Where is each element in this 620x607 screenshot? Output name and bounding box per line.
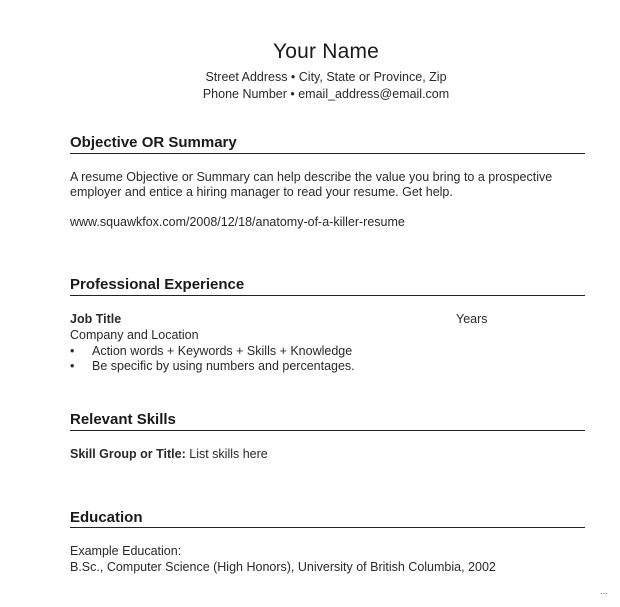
bullet-text: Be specific by using numbers and percentages. [92, 359, 355, 373]
education-line-1: Example Education: [70, 544, 182, 558]
section-divider-objective [70, 153, 585, 154]
skill-group-text: List skills here [185, 447, 268, 461]
section-divider-experience [70, 295, 585, 296]
job-title: Job Title [70, 312, 122, 326]
job-years: Years [456, 312, 488, 326]
section-title-experience: Professional Experience [70, 276, 245, 293]
bullet-icon: • [70, 359, 75, 373]
skill-group-label: Skill Group or Title: [70, 447, 186, 461]
list-item [70, 359, 355, 373]
section-title-objective: Objective OR Summary [70, 134, 237, 151]
company-location: Company and Location [70, 328, 199, 342]
objective-text-line-2: employer and entice a hiring manager to read your resume. Get help. [70, 185, 453, 199]
resource-link[interactable]: www.squawkfox.com/2008/12/18/anatomy-of-a-killer-resume [70, 215, 405, 229]
section-divider-skills [70, 430, 585, 431]
section-title-skills: Relevant Skills [70, 411, 176, 428]
address-line: Street Address • City, State or Province, Zip [205, 70, 447, 84]
list-item [70, 344, 352, 358]
objective-text-line-1: A resume Objective or Summary can help describe the value you bring to a prospective [70, 170, 553, 184]
footer-ellipsis: ... [600, 586, 608, 596]
bullet-icon: • [70, 344, 75, 358]
resume-name: Your Name [272, 40, 380, 63]
section-divider-education [70, 527, 585, 528]
section-title-education: Education [70, 509, 143, 526]
contact-line: Phone Number • email_address@email.com [202, 87, 450, 101]
skill-group [70, 447, 268, 461]
bullet-text: Action words + Keywords + Skills + Knowledge [92, 344, 353, 358]
education-line-2: B.Sc., Computer Science (High Honors), University of British Columbia, 2002 [70, 560, 496, 574]
